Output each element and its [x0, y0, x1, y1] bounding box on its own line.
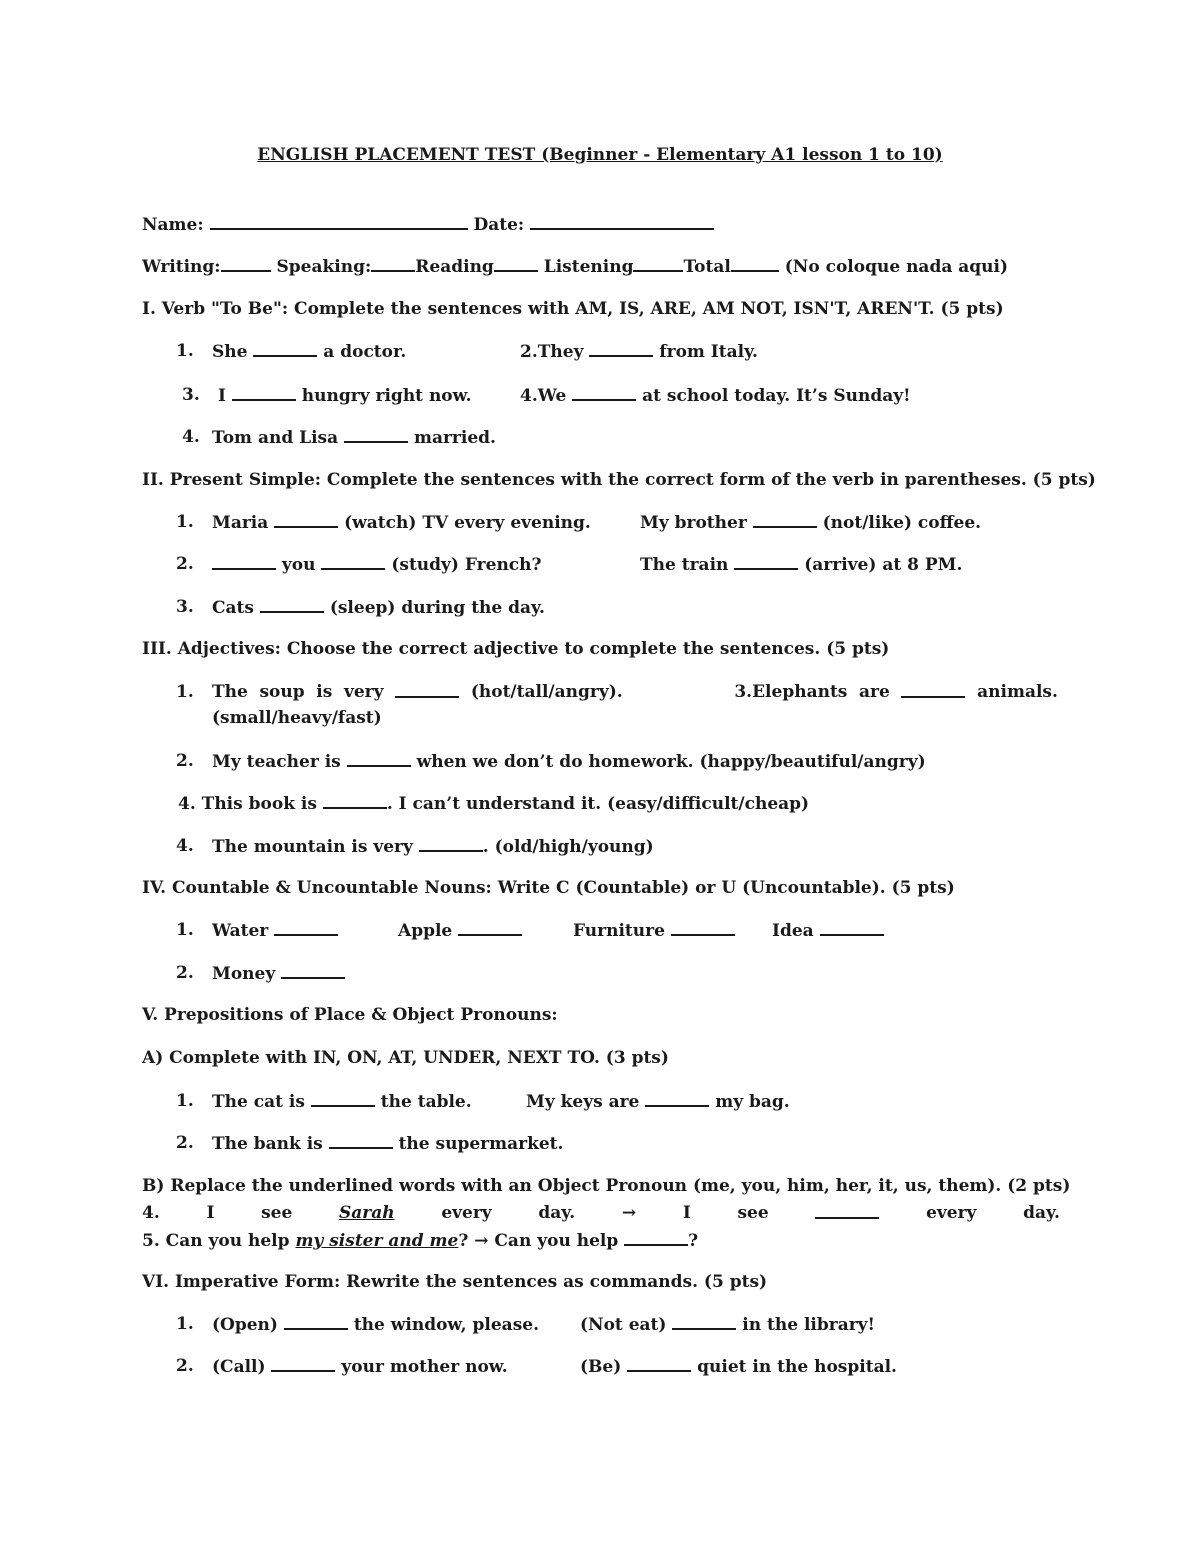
s5a-r2-number: 2. [176, 1133, 194, 1153]
s5b-q4: 4. I see Sarah every day. → I see every day. [142, 1203, 1060, 1223]
s1-q1: She a doctor. [212, 342, 407, 362]
date-label: Date: [473, 215, 525, 235]
date-blank[interactable] [530, 213, 714, 230]
s1-q4-blank[interactable] [572, 384, 636, 401]
s4-apple: Apple [398, 919, 522, 942]
s4-water-blank[interactable] [274, 919, 338, 936]
s6-q1: (Open) the window, please. [212, 1315, 540, 1335]
s6-q4-blank[interactable] [627, 1355, 691, 1372]
s2-q3-blank-a[interactable] [212, 553, 276, 570]
section-6-title: VI. Imperative Form: Rewrite the sentences as commands. (5 pts) [142, 1272, 768, 1292]
s5a-q1-blank[interactable] [311, 1090, 375, 1107]
name-label: Name: [142, 215, 204, 235]
s3-q3-blank[interactable] [323, 792, 387, 809]
listening-blank[interactable] [633, 255, 683, 272]
s5a-q2: My keys are my bag. [526, 1092, 790, 1112]
listening-label: Listening [543, 257, 634, 277]
s1-q1-blank[interactable] [253, 340, 317, 357]
s1-q1-number: 1. [176, 341, 194, 361]
s2-r3-number: 3. [176, 597, 194, 617]
reading-blank[interactable] [494, 255, 538, 272]
s1-q3-blank[interactable] [232, 384, 296, 401]
s4-r2-number: 2. [176, 963, 194, 983]
section-5a-title: A) Complete with IN, ON, AT, UNDER, NEXT TO. (3 pts) [142, 1048, 669, 1068]
s2-q1: Maria (watch) TV every evening. [212, 513, 591, 533]
s6-q1-blank[interactable] [284, 1313, 348, 1330]
s1-q4: 4.We at school today. It’s Sunday! [520, 386, 911, 406]
speaking-blank[interactable] [371, 255, 415, 272]
s3-q2-blank[interactable] [347, 750, 411, 767]
name-date-line [142, 213, 714, 236]
s6-q4: (Be) quiet in the hospital. [580, 1357, 897, 1377]
writing-blank[interactable] [221, 255, 271, 272]
s2-q5: Cats (sleep) during the day. [212, 598, 545, 618]
s4-money: Money [212, 962, 345, 985]
section-4-title: IV. Countable & Uncountable Nouns: Write C (Countable) or U (Uncountable). (5 pts) [142, 878, 955, 898]
s4-r1-number: 1. [176, 920, 194, 940]
s3-q1-continuation: (small/heavy/fast) [212, 708, 382, 728]
section-3-title: III. Adjectives: Choose the correct adjective to complete the sentences. (5 pts) [142, 639, 890, 659]
s2-q2: My brother (not/like) coffee. [640, 513, 982, 533]
s2-q1-blank[interactable] [274, 511, 338, 528]
s5a-r1-number: 1. [176, 1091, 194, 1111]
section-2-title: II. Present Simple: Complete the sentences with the correct form of the verb in parentheses. (5 pts) [142, 470, 1096, 490]
s6-q2: (Not eat) in the library! [580, 1315, 876, 1335]
scores-note: (No coloque nada aqui) [784, 257, 1009, 277]
writing-label: Writing: [142, 257, 221, 277]
s4-money-blank[interactable] [281, 962, 345, 979]
s5a-q1: The cat is the table. [212, 1092, 472, 1112]
s2-r2-number: 2. [176, 554, 194, 574]
section-5b-title: B) Replace the underlined words with an Object Pronoun (me, you, him, her, it, us, them). (2 pts) [142, 1176, 1071, 1196]
s6-r2-number: 2. [176, 1356, 194, 1376]
s1-q2: 2.They from Italy. [520, 342, 758, 362]
s4-idea: Idea [772, 919, 884, 942]
s5a-q3-blank[interactable] [329, 1132, 393, 1149]
s3-q4-number: 4. [176, 836, 194, 856]
s3-q2: My teacher is when we don’t do homework. (happy/beautiful/angry) [212, 752, 926, 772]
s5b-q4-blank[interactable] [815, 1202, 879, 1219]
s2-q3-blank-b[interactable] [321, 553, 385, 570]
s2-r1-number: 1. [176, 512, 194, 532]
s1-q5: Tom and Lisa married. [212, 428, 496, 448]
s3-q4: The mountain is very . (old/high/young) [212, 837, 654, 857]
arrow-icon: → [621, 1203, 637, 1223]
s3-q2-number: 2. [176, 751, 194, 771]
speaking-label: Speaking: [276, 257, 372, 277]
section-5-title: V. Prepositions of Place & Object Pronouns: [142, 1005, 558, 1025]
s5b-q5-blank[interactable] [624, 1229, 688, 1246]
s2-q5-blank[interactable] [260, 596, 324, 613]
underlined-sarah: Sarah [339, 1203, 395, 1223]
s3-q1-number: 1. [176, 682, 194, 702]
s4-idea-blank[interactable] [820, 919, 884, 936]
s3-q3: 4. This book is . I can’t understand it. (easy/difficult/cheap) [178, 794, 810, 814]
total-blank[interactable] [731, 255, 779, 272]
s4-water: Water [212, 919, 338, 942]
page-title: ENGLISH PLACEMENT TEST (Beginner - Elementary A1 lesson 1 to 10) [257, 145, 943, 165]
s1-q5-blank[interactable] [344, 426, 408, 443]
s6-r1-number: 1. [176, 1314, 194, 1334]
s2-q2-blank[interactable] [753, 511, 817, 528]
s6-q3: (Call) your mother now. [212, 1357, 508, 1377]
s4-furniture-blank[interactable] [671, 919, 735, 936]
s3-q4-blank[interactable] [419, 835, 483, 852]
underlined-my-sister-and-me: my sister and me [295, 1231, 459, 1251]
section-1-title: I. Verb "To Be": Complete the sentences with AM, IS, ARE, AM NOT, ISN'T, AREN'T. (5 pts) [142, 299, 1004, 319]
s4-apple-blank[interactable] [458, 919, 522, 936]
s1-q3-number: 3. [182, 385, 200, 405]
s2-q3: you (study) French? [212, 553, 541, 576]
s1-q2-blank[interactable] [589, 340, 653, 357]
scores-line [142, 255, 1008, 278]
s4-furniture: Furniture [573, 919, 735, 942]
s1-q5-number: 4. [182, 427, 200, 447]
s5a-q3: The bank is the supermarket. [212, 1134, 564, 1154]
name-blank[interactable] [210, 213, 468, 230]
s3-q-elephants-blank[interactable] [901, 681, 965, 698]
s2-q4: The train (arrive) at 8 PM. [640, 555, 963, 575]
s2-q4-blank[interactable] [734, 553, 798, 570]
s6-q2-blank[interactable] [672, 1313, 736, 1330]
s3-q1: The soup is very (hot/tall/angry). 3.Elephants are animals. [212, 682, 1058, 702]
total-label: Total [683, 257, 731, 277]
s3-q1-blank[interactable] [395, 681, 459, 698]
s5b-q5: 5. Can you help my sister and me? → Can you help ? [142, 1231, 699, 1251]
reading-label: Reading [415, 257, 494, 277]
s5a-q2-blank[interactable] [645, 1090, 709, 1107]
s6-q3-blank[interactable] [271, 1355, 335, 1372]
s1-q3: I hungry right now. [218, 386, 472, 406]
